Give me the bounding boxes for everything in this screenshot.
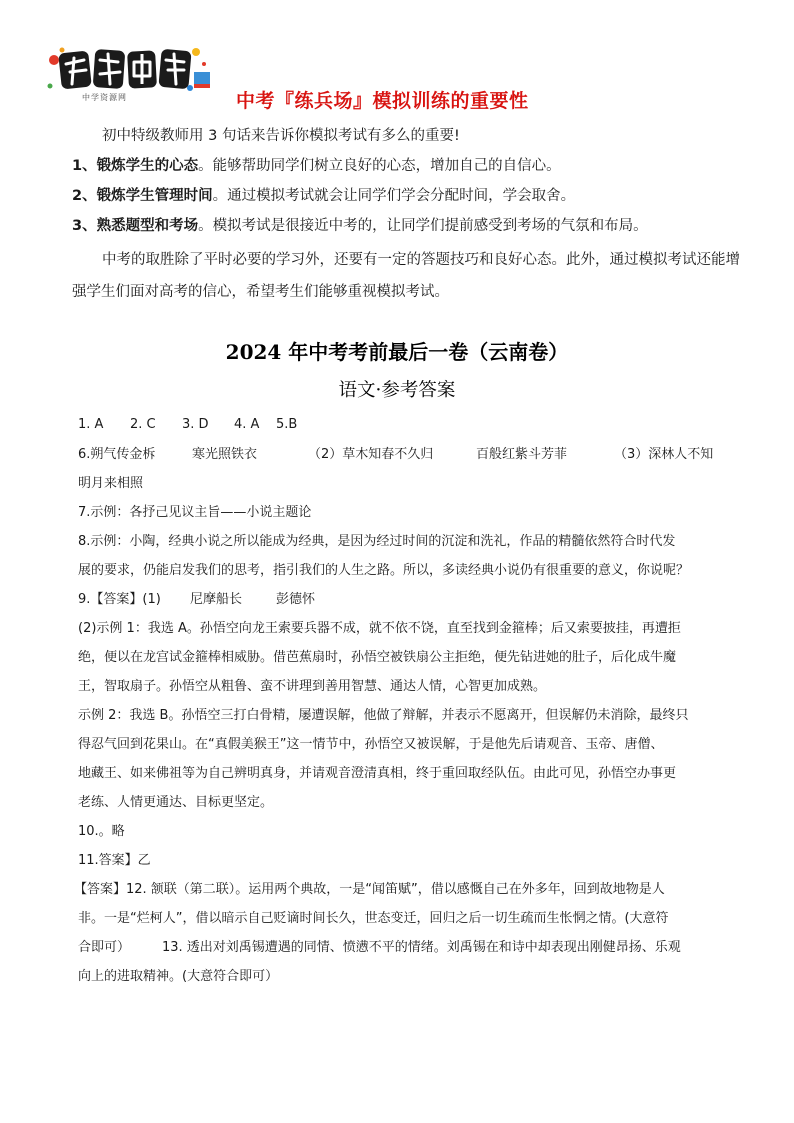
point-3-bold: 熟悉题型和考场 (96, 218, 199, 234)
exam-subtitle: 语文·参考答案 (338, 380, 456, 401)
answer-6-part-2: 寒光照铁衣 (192, 447, 258, 462)
answer-line-6 (78, 440, 740, 469)
answer-5: 5.B (276, 417, 298, 432)
answer-7: 7.示例：各抒己见议主旨——小说主题论 (78, 505, 312, 520)
answer-10: 10.。略 (78, 824, 125, 839)
answer-line-1-5 (78, 410, 740, 439)
point-3-num: 3、 (72, 218, 97, 234)
answer-9-label: 9.【答案】(1) (78, 592, 161, 607)
closing-line-2: 强学生们面对高考的信心，希望考生们能够重视模拟考试。 (72, 284, 449, 300)
answer-8-line-1: 8.示例：小陶，经典小说之所以能成为经典，是因为经过时间的沉淀和洗礼，作品的精髓依然符合时代发 (78, 534, 676, 549)
answers-block (74, 410, 740, 991)
answer-9-line-3: 绝，便以在龙宫试金箍棒相威胁。借芭蕉扇时，孙悟空被铁扇公主拒绝，便先钻进她的肚子，后化成牛魔 (78, 650, 677, 665)
answer-9-line-4: 王，智取扇子。孙悟空从粗鲁、蛮不讲理到善用智慧、通达人情，心智更加成熟。 (78, 679, 547, 694)
point-2 (72, 186, 744, 206)
intro-title: 中考『练兵场』模拟训练的重要性 (236, 90, 529, 112)
answer-6-part-1: 6.朔气传金柝 (78, 447, 156, 462)
answer-3: 3. D (182, 417, 209, 432)
answer-12-line-2: 非。一是“烂柯人”，借以暗示自己贬谪时间长久，世态变迁，回归之后一切生疏而生怅惘之情。(大意符 (78, 911, 669, 926)
answer-4: 4. A (234, 417, 260, 432)
answer-9-line-7: 地藏王、如来佛祖等为自己辨明真身，并请观音澄清真相，终于重回取经队伍。由此可见，孙悟空办事更 (78, 766, 677, 781)
answer-6-part-4: 百般红紫斗芳菲 (476, 447, 568, 462)
exam-title: 2024 年中考考前最后一卷（云南卷） (225, 340, 569, 364)
point-1-text: 。能够帮助同学们树立良好的心态，增加自己的自信心。 (198, 158, 561, 174)
answer-12-line-3: 合即可） (78, 940, 131, 955)
answer-1: 1. A (78, 417, 104, 432)
point-2-num: 2、 (72, 188, 97, 204)
answer-9-item-1: 尼摩船长 (190, 592, 243, 607)
answer-6-part-3: （2）草木知春不久归 (308, 447, 434, 462)
answer-2: 2. C (130, 417, 156, 432)
answer-8-line-2: 展的要求，仍能启发我们的思考，指引我们的人生之路。所以，多读经典小说仍有很重要的意义，你说呢？ (78, 563, 690, 578)
logo-subtext: 中学资源网 (82, 93, 127, 102)
answer-12-13-line (78, 933, 740, 962)
intro-text: 初中特级教师用 3 句话来告诉你模拟考试有多么的重要! (102, 128, 460, 144)
logo (44, 38, 214, 108)
answer-6-line-2: 明月来相照 (78, 476, 144, 491)
answer-12-line-1: 【答案】12. 颔联（第二联）。运用两个典故，一是“闻笛赋”，借以感慨自己在外多年，回到故地物是人 (74, 882, 665, 897)
answer-13-line-1: 13. 透出对刘禹锡遭遇的同情、愤懑不平的情绪。刘禹锡在和诗中却表现出刚健昂扬、乐观 (162, 940, 681, 955)
point-2-bold: 锻炼学生管理时间 (96, 188, 213, 204)
answer-13-line-2: 向上的进取精神。(大意符合即可） (78, 969, 279, 984)
point-3 (72, 216, 744, 236)
answer-9-line-1 (78, 585, 740, 614)
answer-9-line-6: 得忍气回到花果山。在“真假美猴王”这一情节中，孙悟空又被误解，于是他先后请观音、玉帝、唐僧、 (78, 737, 664, 752)
point-2-text: 。通过模拟考试就会让同学们学会分配时间，学会取舍。 (212, 188, 576, 204)
point-3-text: 。模拟考试是很接近中考的，让同学们提前感受到考场的气氛和布局。 (198, 218, 648, 234)
point-1-num: 1、 (72, 158, 97, 174)
answer-6-part-5: （3）深林人不知 (614, 447, 714, 462)
point-1 (72, 156, 744, 176)
point-1-bold: 锻炼学生的心态 (96, 158, 199, 174)
answer-11: 11.答案】乙 (78, 853, 151, 868)
answer-9-line-5: 示例 2：我选 B。孙悟空三打白骨精，屡遭误解，他做了辩解，并表示不愿离开，但误解仍未消除，最终只 (78, 708, 689, 723)
answer-9-item-2: 彭德怀 (276, 592, 316, 607)
answer-9-line-8: 老练、人情更通达、目标更坚定。 (78, 795, 274, 810)
answer-9-line-2: (2)示例 1：我选 A。孙悟空向龙王索要兵器不成，就不依不饶，直至找到金箍棒；后又索要披挂，再遭拒 (78, 621, 681, 636)
closing-line-1: 中考的取胜除了平时必要的学习外，还要有一定的答题技巧和良好心态。此外，通过模拟考试还能增 (102, 252, 740, 268)
logo-graphic (44, 38, 214, 108)
